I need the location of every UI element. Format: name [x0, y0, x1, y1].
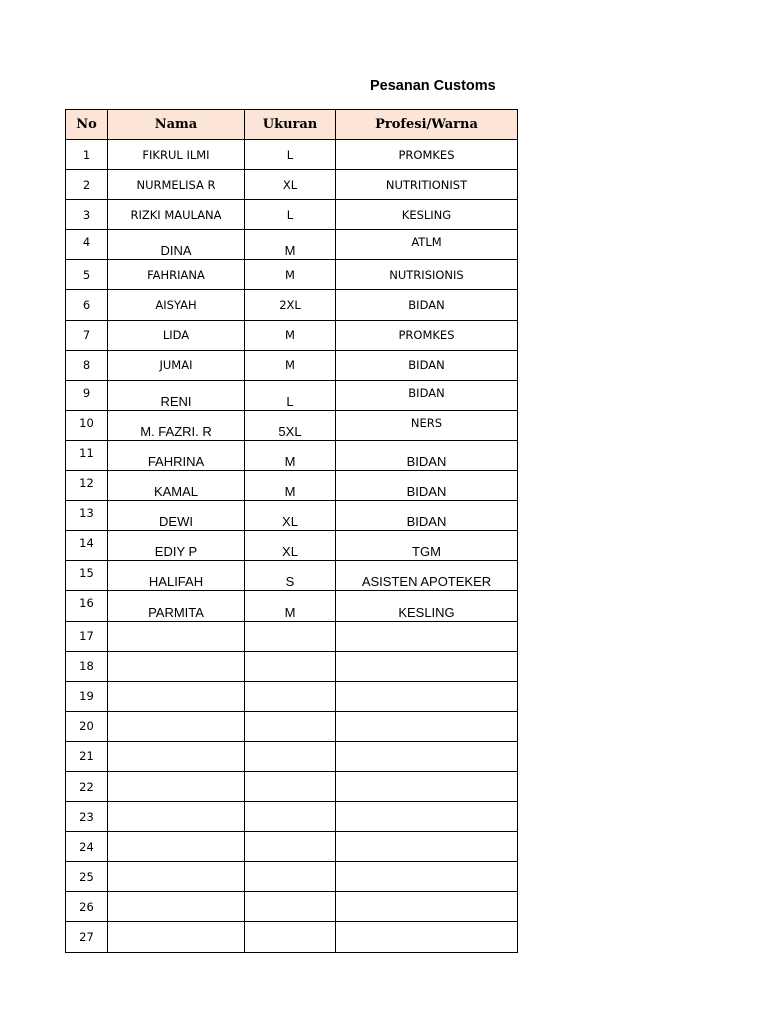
cell-ukuran: XL — [245, 170, 336, 200]
cell-profesi — [336, 711, 518, 741]
cell-profesi — [336, 621, 518, 651]
cell-no: 25 — [66, 862, 108, 892]
cell-profesi — [336, 862, 518, 892]
cell-ukuran: S — [245, 561, 336, 591]
cell-nama — [108, 862, 245, 892]
cell-ukuran — [245, 832, 336, 862]
cell-profesi: BIDAN — [336, 471, 518, 501]
table-row — [66, 501, 518, 531]
cell-profesi: BIDAN — [336, 501, 518, 531]
cell-profesi — [336, 802, 518, 832]
table-row — [66, 320, 518, 350]
table-row — [66, 591, 518, 621]
cell-no: 24 — [66, 832, 108, 862]
cell-no: 1 — [66, 140, 108, 170]
cell-nama: M. FAZRI. R — [108, 410, 245, 440]
cell-ukuran — [245, 681, 336, 711]
cell-nama: RENI — [108, 380, 245, 410]
cell-no: 18 — [66, 651, 108, 681]
cell-ukuran: 5XL — [245, 410, 336, 440]
cell-profesi: NERS — [336, 410, 518, 440]
cell-nama: AISYAH — [108, 290, 245, 320]
cell-ukuran — [245, 892, 336, 922]
cell-ukuran: L — [245, 380, 336, 410]
cell-nama: KAMAL — [108, 471, 245, 501]
cell-no: 10 — [66, 410, 108, 440]
cell-nama: FAHRIANA — [108, 260, 245, 290]
cell-ukuran: M — [245, 440, 336, 470]
cell-no: 4 — [66, 230, 108, 260]
table-row — [66, 711, 518, 741]
cell-ukuran: M — [245, 230, 336, 260]
cell-no: 6 — [66, 290, 108, 320]
cell-ukuran: XL — [245, 501, 336, 531]
table-row — [66, 651, 518, 681]
table-row — [66, 230, 518, 260]
table-row — [66, 350, 518, 380]
cell-profesi: NUTRITIONIST — [336, 170, 518, 200]
table-row — [66, 741, 518, 771]
cell-ukuran — [245, 862, 336, 892]
cell-profesi: BIDAN — [336, 350, 518, 380]
cell-ukuran — [245, 621, 336, 651]
cell-ukuran: M — [245, 350, 336, 380]
cell-ukuran — [245, 922, 336, 952]
table-row — [66, 260, 518, 290]
cell-nama — [108, 771, 245, 801]
header-nama: Nama — [108, 110, 245, 140]
cell-nama: PARMITA — [108, 591, 245, 621]
table-row — [66, 621, 518, 651]
cell-no: 27 — [66, 922, 108, 952]
table-row — [66, 170, 518, 200]
cell-profesi: KESLING — [336, 200, 518, 230]
cell-no: 11 — [66, 440, 108, 470]
cell-profesi: PROMKES — [336, 140, 518, 170]
cell-no: 15 — [66, 561, 108, 591]
cell-profesi: KESLING — [336, 591, 518, 621]
cell-nama — [108, 922, 245, 952]
cell-profesi — [336, 832, 518, 862]
cell-profesi — [336, 681, 518, 711]
cell-no: 14 — [66, 531, 108, 561]
page-title: Pesanan Customs — [370, 78, 496, 94]
cell-nama — [108, 681, 245, 711]
cell-nama — [108, 892, 245, 922]
cell-ukuran — [245, 741, 336, 771]
cell-no: 12 — [66, 471, 108, 501]
cell-profesi — [336, 892, 518, 922]
cell-no: 2 — [66, 170, 108, 200]
cell-ukuran — [245, 711, 336, 741]
cell-no: 3 — [66, 200, 108, 230]
cell-nama — [108, 621, 245, 651]
cell-ukuran: M — [245, 260, 336, 290]
table-row — [66, 771, 518, 801]
cell-ukuran: M — [245, 471, 336, 501]
table-row — [66, 380, 518, 410]
cell-nama — [108, 741, 245, 771]
table-row — [66, 681, 518, 711]
cell-ukuran — [245, 802, 336, 832]
cell-nama: JUMAI — [108, 350, 245, 380]
cell-nama: LIDA — [108, 320, 245, 350]
cell-no: 17 — [66, 621, 108, 651]
table-row — [66, 440, 518, 470]
orders-table — [65, 109, 518, 953]
cell-no: 8 — [66, 350, 108, 380]
cell-ukuran: M — [245, 591, 336, 621]
table-row — [66, 471, 518, 501]
cell-profesi: TGM — [336, 531, 518, 561]
cell-ukuran: L — [245, 140, 336, 170]
table-row — [66, 862, 518, 892]
cell-ukuran: 2XL — [245, 290, 336, 320]
cell-nama — [108, 832, 245, 862]
cell-no: 21 — [66, 741, 108, 771]
cell-profesi: BIDAN — [336, 380, 518, 410]
cell-no: 16 — [66, 591, 108, 621]
header-ukuran: Ukuran — [245, 110, 336, 140]
cell-ukuran: XL — [245, 531, 336, 561]
cell-profesi: NUTRISIONIS — [336, 260, 518, 290]
header-no: No — [66, 110, 108, 140]
table-row — [66, 561, 518, 591]
cell-nama — [108, 651, 245, 681]
cell-nama: NURMELISA R — [108, 170, 245, 200]
cell-no: 26 — [66, 892, 108, 922]
cell-nama: FIKRUL ILMI — [108, 140, 245, 170]
cell-profesi: ASISTEN APOTEKER — [336, 561, 518, 591]
table-row — [66, 922, 518, 952]
table-row — [66, 531, 518, 561]
cell-nama: RIZKI MAULANA — [108, 200, 245, 230]
cell-nama: DEWI — [108, 501, 245, 531]
cell-no: 5 — [66, 260, 108, 290]
cell-no: 22 — [66, 771, 108, 801]
table-row — [66, 140, 518, 170]
cell-profesi: BIDAN — [336, 290, 518, 320]
cell-no: 20 — [66, 711, 108, 741]
cell-nama: DINA — [108, 230, 245, 260]
table-header-row — [66, 110, 518, 140]
cell-profesi: PROMKES — [336, 320, 518, 350]
cell-no: 23 — [66, 802, 108, 832]
cell-ukuran: M — [245, 320, 336, 350]
table-row — [66, 832, 518, 862]
table-row — [66, 892, 518, 922]
cell-no: 9 — [66, 380, 108, 410]
cell-profesi: BIDAN — [336, 440, 518, 470]
cell-nama: EDIY P — [108, 531, 245, 561]
cell-profesi — [336, 651, 518, 681]
cell-profesi — [336, 741, 518, 771]
header-profesi: Profesi/Warna — [336, 110, 518, 140]
table-row — [66, 410, 518, 440]
cell-ukuran: L — [245, 200, 336, 230]
cell-nama: FAHRINA — [108, 440, 245, 470]
cell-ukuran — [245, 771, 336, 801]
table-row — [66, 200, 518, 230]
cell-profesi — [336, 922, 518, 952]
cell-nama — [108, 802, 245, 832]
cell-profesi: ATLM — [336, 230, 518, 260]
cell-nama — [108, 711, 245, 741]
cell-no: 19 — [66, 681, 108, 711]
table-row — [66, 290, 518, 320]
cell-ukuran — [245, 651, 336, 681]
cell-profesi — [336, 771, 518, 801]
table-row — [66, 802, 518, 832]
cell-no: 13 — [66, 501, 108, 531]
cell-nama: HALIFAH — [108, 561, 245, 591]
cell-no: 7 — [66, 320, 108, 350]
